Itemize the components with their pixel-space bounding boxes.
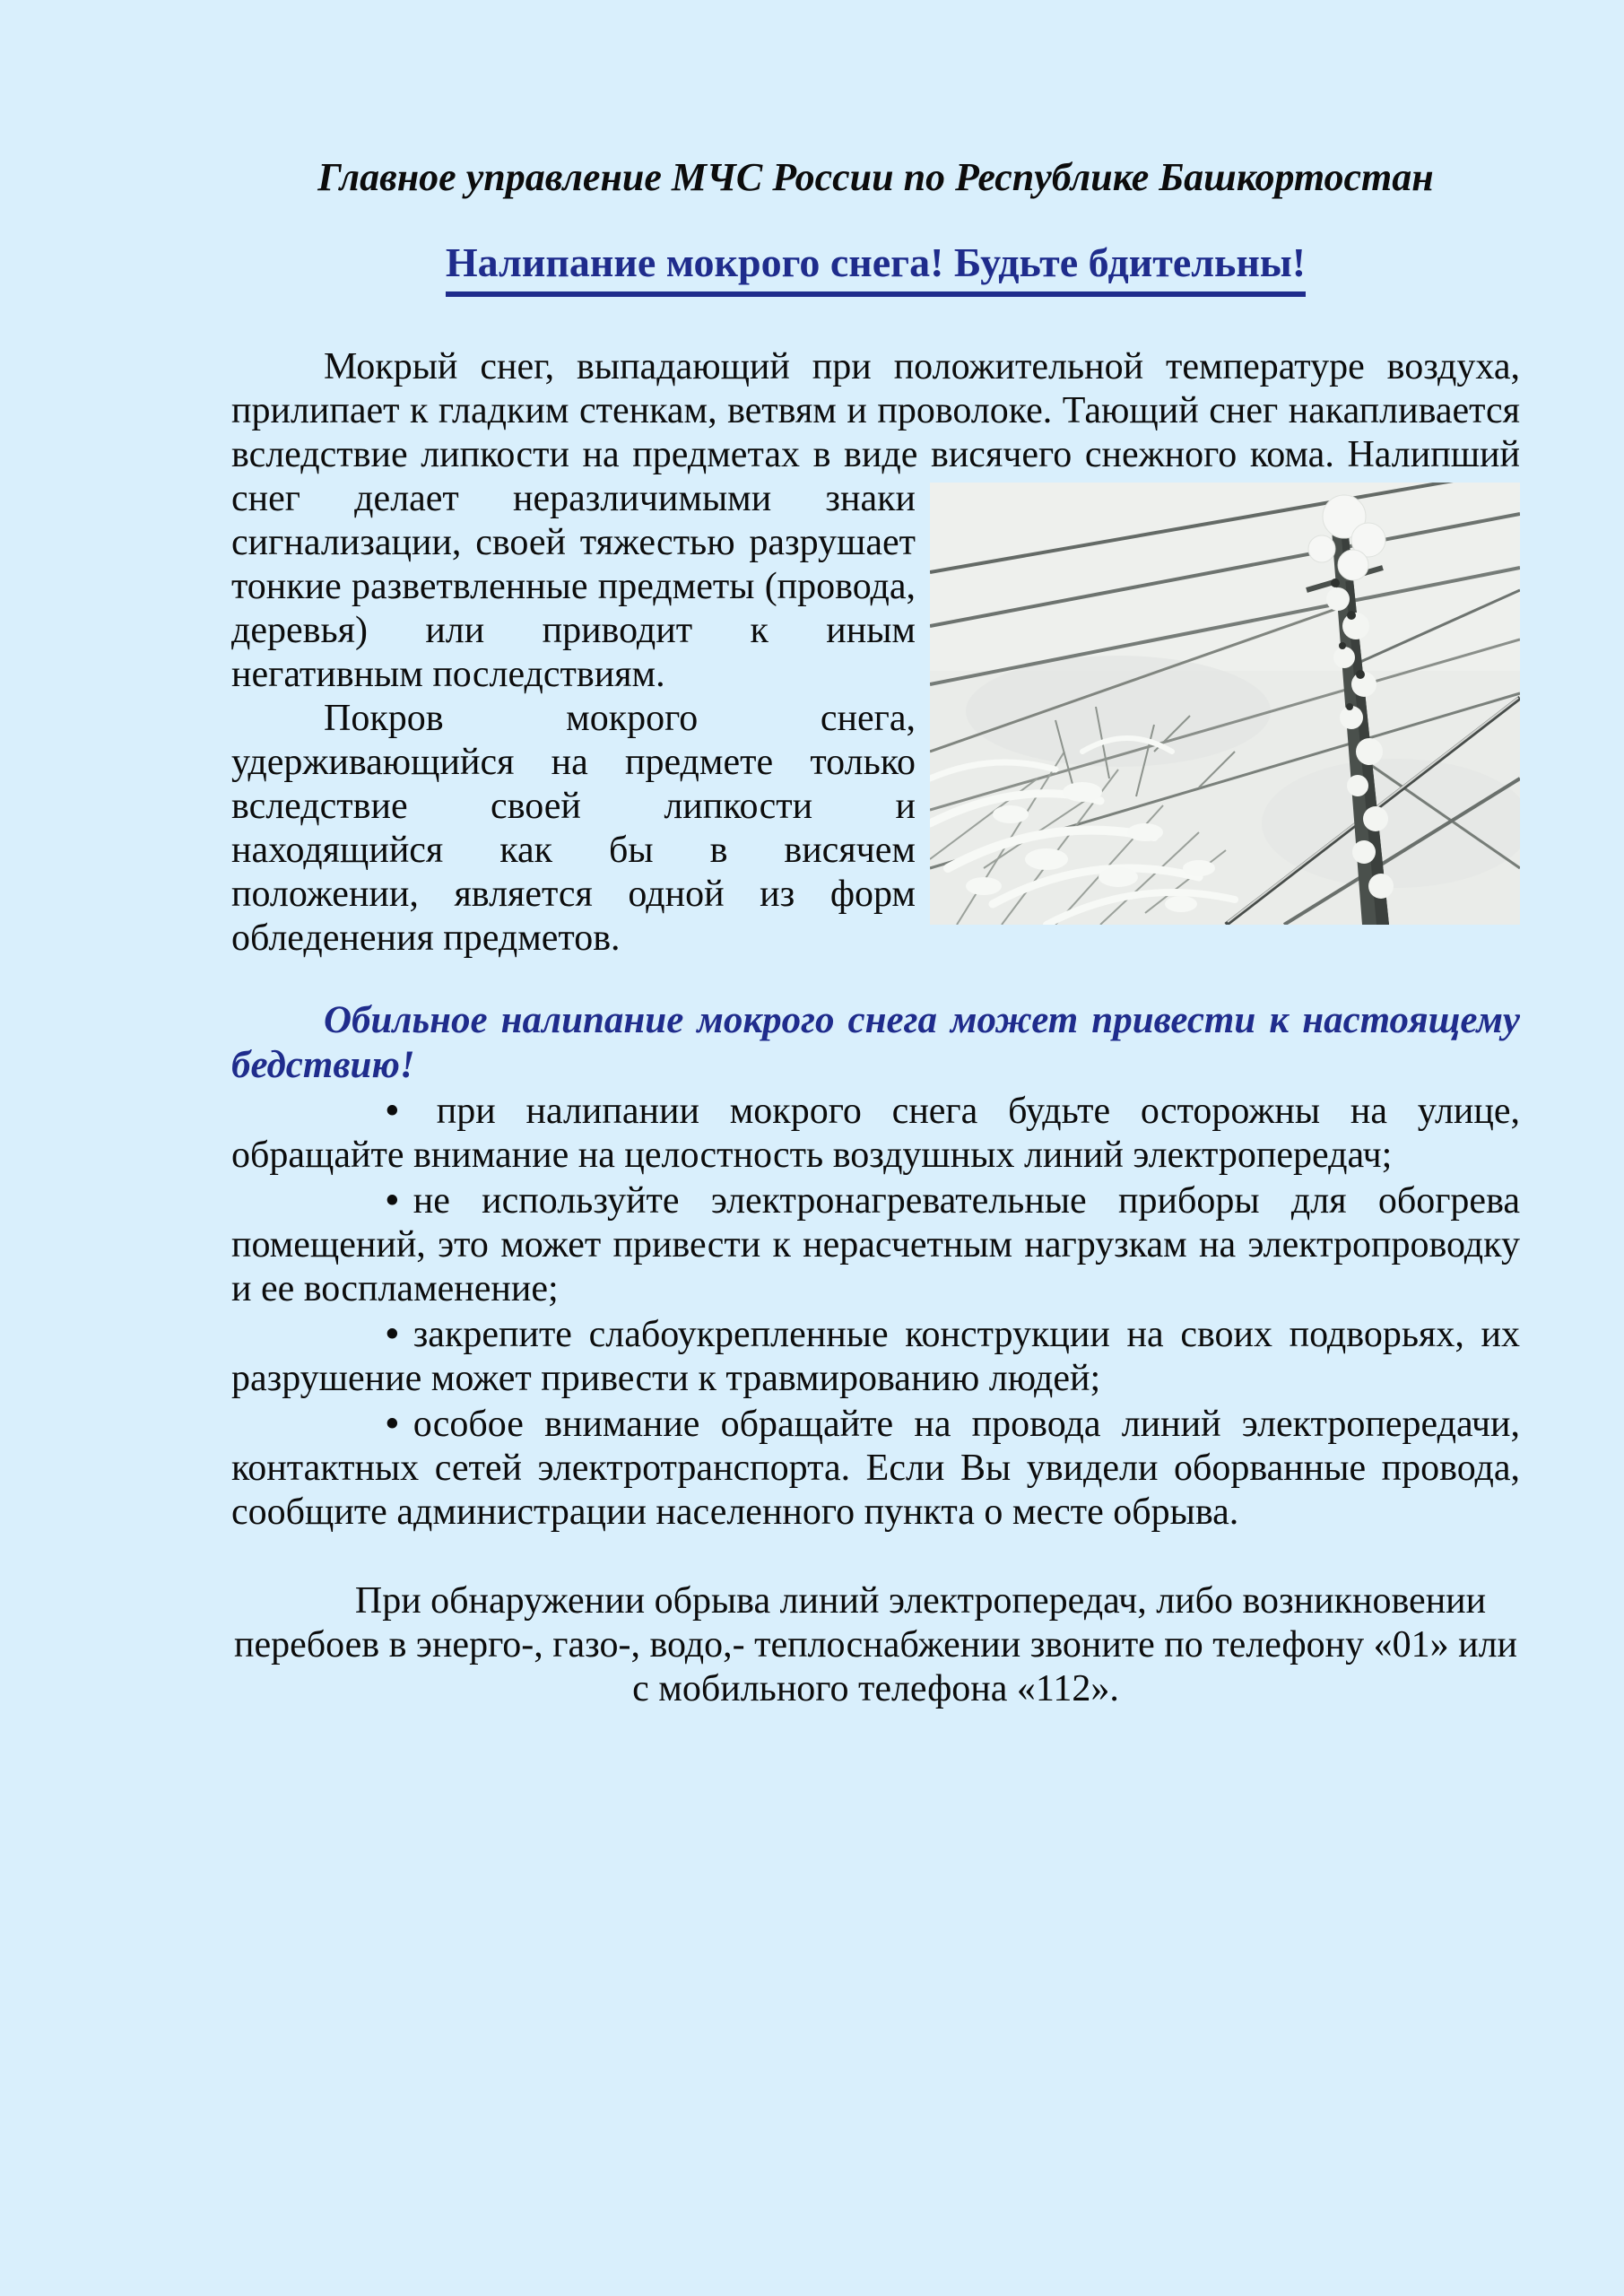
bullet-item-3 [231, 1313, 1520, 1401]
bullet-text: при налипании мокрого снега будьте осторожны на улице, обращайте внимание на целостность воздушных линий электропередач; [231, 1091, 1520, 1176]
bullet-text: особое внимание обращайте на провода линий электропередачи, контактных сетей электротранспорта. Если Вы увидели оборванные провода, сообщите администрации населенного пункта о месте обрыва. [231, 1404, 1520, 1533]
warning-heading: Обильное налипание мокрого снега может привести к настоящему бедствию! [231, 999, 1520, 1086]
bullet-item-1 [231, 1090, 1520, 1178]
bullet-item-2 [231, 1179, 1520, 1311]
bullet-text: закрепите слабоукрепленные конструкции на своих подворьях, их разрушение может привести к травмированию людей; [231, 1314, 1520, 1399]
bullet-marker: • [386, 1091, 399, 1132]
page-title [231, 239, 1520, 297]
bullet-marker: • [386, 1404, 399, 1445]
snow-covered-power-lines-illustration [930, 483, 1520, 925]
page-title-text: Налипание мокрого снега! Будьте бдительны! [446, 239, 1306, 297]
bullet-text: не используйте электронагревательные приборы для обогрева помещений, это может привести к нерасчетным нагрузкам на электропроводку и ее воспламенение; [231, 1180, 1520, 1309]
bullet-marker: • [386, 1180, 399, 1222]
intro-text-after-photo: кома. Налипший снег делает неразличимыми знаки сигнализации, своей тяжестью разрушает тонкие разветвленные предметы (провода, деревья) или приводит к иным негативным последствиям. [231, 434, 1521, 695]
org-header: Главное управление МЧС России по Республике Башкортостан [317, 155, 1434, 199]
bullet-marker: • [386, 1314, 399, 1355]
second-paragraph: Покров мокрого снега, удерживающийся на предмете только вследствие своей липкости и находящийся как бы в висячем положении, является одной из форм обледенения предметов. [231, 698, 916, 959]
bullet-item-4 [231, 1403, 1520, 1535]
intro-text-before-photo: Мокрый снег, выпадающий при положительной температуре воздуха, прилипает к гладким стенкам, ветвям и проволоке. Тающий снег накапливается вследствие липкости на предметах в виде висячего снежного [231, 346, 1520, 475]
intro-paragraph [231, 345, 1520, 697]
snow-photo [930, 483, 1520, 925]
closing-paragraph: При обнаружении обрыва линий электропередач, либо возникновении перебоев в энерго-, газо-, водо,- теплоснабжении звоните по телефону «01» или с мобильного телефона «112». [233, 1580, 1517, 1709]
